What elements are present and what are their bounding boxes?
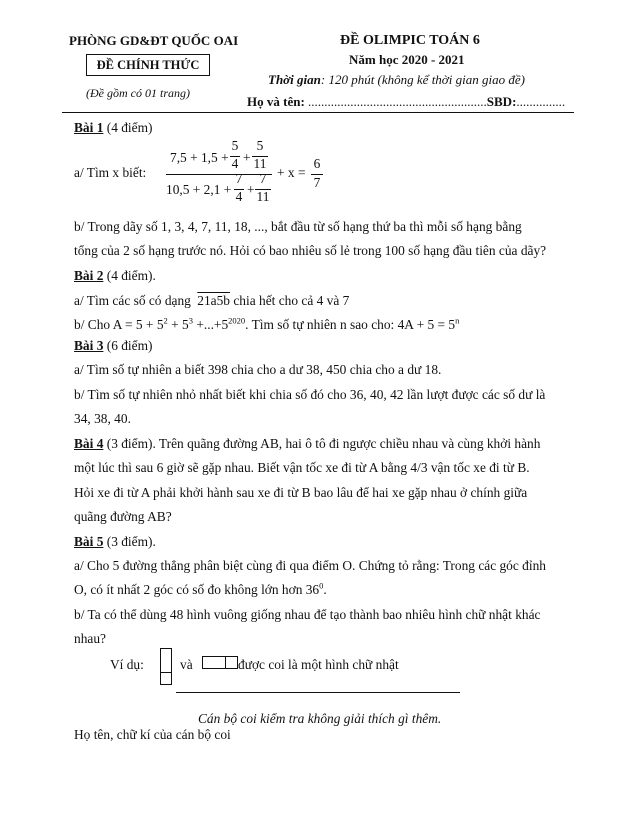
eq-rhs-n: 6 bbox=[313, 156, 321, 171]
example-label: Ví dụ: bbox=[110, 657, 144, 672]
eq-den-f1-d: 4 bbox=[235, 189, 243, 204]
bai5-heading bbox=[74, 534, 156, 550]
exam-title: ĐỀ OLIMPIC TOÁN 6 bbox=[340, 33, 480, 48]
sbd-label: SBD: bbox=[486, 94, 517, 109]
eq-num-f1-n: 5 bbox=[231, 138, 239, 153]
bai2-b-prefix: b/ Cho A = 5 + 5 bbox=[74, 317, 164, 332]
eq-num-plus: + bbox=[243, 150, 251, 165]
footer-rule bbox=[176, 692, 460, 693]
official-label-box bbox=[86, 54, 210, 76]
eq-rhs-d: 7 bbox=[313, 175, 321, 190]
bai2-a-text: a/ Tìm các số có dạng bbox=[74, 293, 191, 308]
bai1-b-line1: b/ Trong dãy số 1, 3, 4, 7, 11, 18, ..., bắt đầu từ số hạng thứ ba thì mỗi số hạng bằng bbox=[74, 219, 522, 234]
bai5-a-line2-text: O, có ít nhất 2 góc có số đo không lớn hơn 36 bbox=[74, 582, 320, 597]
bai2-a-tail: chia hết cho cả 4 và 7 bbox=[233, 293, 350, 308]
eq-den-f1-n: 7 bbox=[235, 171, 243, 186]
bai5-a-line2 bbox=[74, 582, 327, 598]
bai3-b-line2: 34, 38, 40. bbox=[74, 411, 131, 426]
bai4-line1 bbox=[74, 436, 540, 452]
bai2-points: (4 điểm). bbox=[103, 268, 156, 283]
eq-den-left: 10,5 + 2,1 + bbox=[166, 182, 232, 197]
bai5-points: (3 điểm). bbox=[103, 534, 156, 549]
candidate-info bbox=[247, 94, 565, 110]
name-dots: ....................................................... bbox=[304, 94, 487, 109]
bai4-line3: Hỏi xe đi từ A phải khởi hành sau xe đi từ B bao lâu để hai xe gặp nhau ở chính giữa bbox=[74, 485, 528, 500]
bai2-b-tail: . Tìm số tự nhiên n sao cho: 4A + 5 = 5 bbox=[245, 317, 456, 332]
eq-num-left: 7,5 + 1,5 + bbox=[170, 150, 229, 165]
sbd-dots: ............... bbox=[516, 94, 566, 109]
bai1-points: (4 điểm) bbox=[103, 120, 153, 135]
pages-note: (Đề gồm có 01 trang) bbox=[86, 86, 190, 100]
eq-den-plus: + bbox=[247, 182, 255, 197]
department-name: PHÒNG GD&ĐT QUỐC OAI bbox=[69, 33, 239, 48]
bai5-title: Bài 5 bbox=[74, 534, 104, 549]
footer-note: Cán bộ coi kiểm tra không giải thích gì thêm. bbox=[198, 711, 442, 726]
time-value: : 120 phút (không kể thời gian giao đề) bbox=[320, 72, 525, 87]
bai4-line1-tail: (3 điểm). Trên quãng đường AB, hai ô tô đi ngược chiều nhau và cùng khởi hành bbox=[103, 436, 541, 451]
bai2-heading bbox=[74, 268, 156, 284]
bai2-b-exp3: 3 bbox=[188, 315, 193, 326]
bai1-b-line2: tổng của 2 số hạng trước nó. Hỏi có bao nhiêu số lẻ trong 100 số hạng đầu tiên của dãy? bbox=[74, 243, 547, 258]
example-and: và bbox=[180, 657, 193, 672]
bai2-b-p3: + 5 bbox=[167, 317, 189, 332]
bai4-line4: quãng đường AB? bbox=[74, 509, 172, 524]
name-label: Họ và tên: bbox=[247, 94, 305, 109]
bai1-title: Bài 1 bbox=[74, 120, 104, 135]
example-tail: được coi là một hình chữ nhật bbox=[238, 657, 399, 672]
bai3-b-line1: b/ Tìm số tự nhiên nhỏ nhất biết khi chia số đó cho 36, 40, 42 lần lượt được các số dư là bbox=[74, 387, 546, 402]
eq-num-f2-d: 11 bbox=[253, 156, 267, 171]
bai2-b-exp2020: 2020 bbox=[228, 315, 246, 326]
bai3-title: Bài 3 bbox=[74, 338, 104, 353]
footer-signature: Họ tên, chữ kí của cán bộ coi bbox=[74, 727, 231, 742]
bai2-b bbox=[74, 317, 459, 333]
degree-sup: 0 bbox=[319, 580, 324, 591]
school-year: Năm học 2020 - 2021 bbox=[349, 52, 465, 67]
bai4-title: Bài 4 bbox=[74, 436, 104, 451]
bai2-b-expn: n bbox=[455, 315, 460, 326]
time-label: Thời gian bbox=[268, 72, 321, 87]
eq-den-f2-n: 7 bbox=[259, 171, 267, 186]
bai3-heading bbox=[74, 338, 152, 354]
eq-num-f2-n: 5 bbox=[256, 138, 264, 153]
vertical-square-bottom bbox=[160, 672, 172, 685]
horizontal-square-3 bbox=[225, 656, 238, 669]
eq-plus-x: + x = bbox=[277, 165, 306, 180]
bai5-a-line1: a/ Cho 5 đường thẳng phân biệt cùng đi qua điểm O. Chứng tỏ rằng: Trong các góc đỉnh bbox=[74, 558, 546, 573]
bai5-b-line1: b/ Ta có thể dùng 48 hình vuông giống nhau để tạo thành bao nhiêu hình chữ nhật khác bbox=[74, 607, 541, 622]
bai5-a-line2-tail: . bbox=[323, 582, 327, 597]
bai1-a-prefix: a/ Tìm x biết: bbox=[74, 165, 147, 180]
bai3-points: (6 điểm) bbox=[103, 338, 153, 353]
exam-time bbox=[268, 72, 525, 88]
bai1-heading bbox=[74, 120, 152, 136]
bai4-line2: một lúc thì sau 6 giờ sẽ gặp nhau. Biết vận tốc xe đi từ A bằng 4/3 vận tốc xe đi từ B. bbox=[74, 460, 530, 475]
bai2-a bbox=[74, 293, 349, 309]
header-divider bbox=[62, 112, 574, 113]
bai2-b-exp2: 2 bbox=[163, 315, 168, 326]
eq-num-f1-d: 4 bbox=[231, 156, 239, 171]
bai5-b-line2: nhau? bbox=[74, 631, 106, 646]
bai2-title: Bài 2 bbox=[74, 268, 104, 283]
bai3-a: a/ Tìm số tự nhiên a biết 398 chia cho a dư 38, 450 chia cho a dư 18. bbox=[74, 362, 442, 377]
bai2-a-number: 21a5b bbox=[197, 293, 230, 308]
eq-den-f2-d: 11 bbox=[256, 189, 270, 204]
official-label: ĐỀ CHÍNH THỨC bbox=[96, 58, 200, 72]
bai2-b-p4: +...+5 bbox=[192, 317, 229, 332]
